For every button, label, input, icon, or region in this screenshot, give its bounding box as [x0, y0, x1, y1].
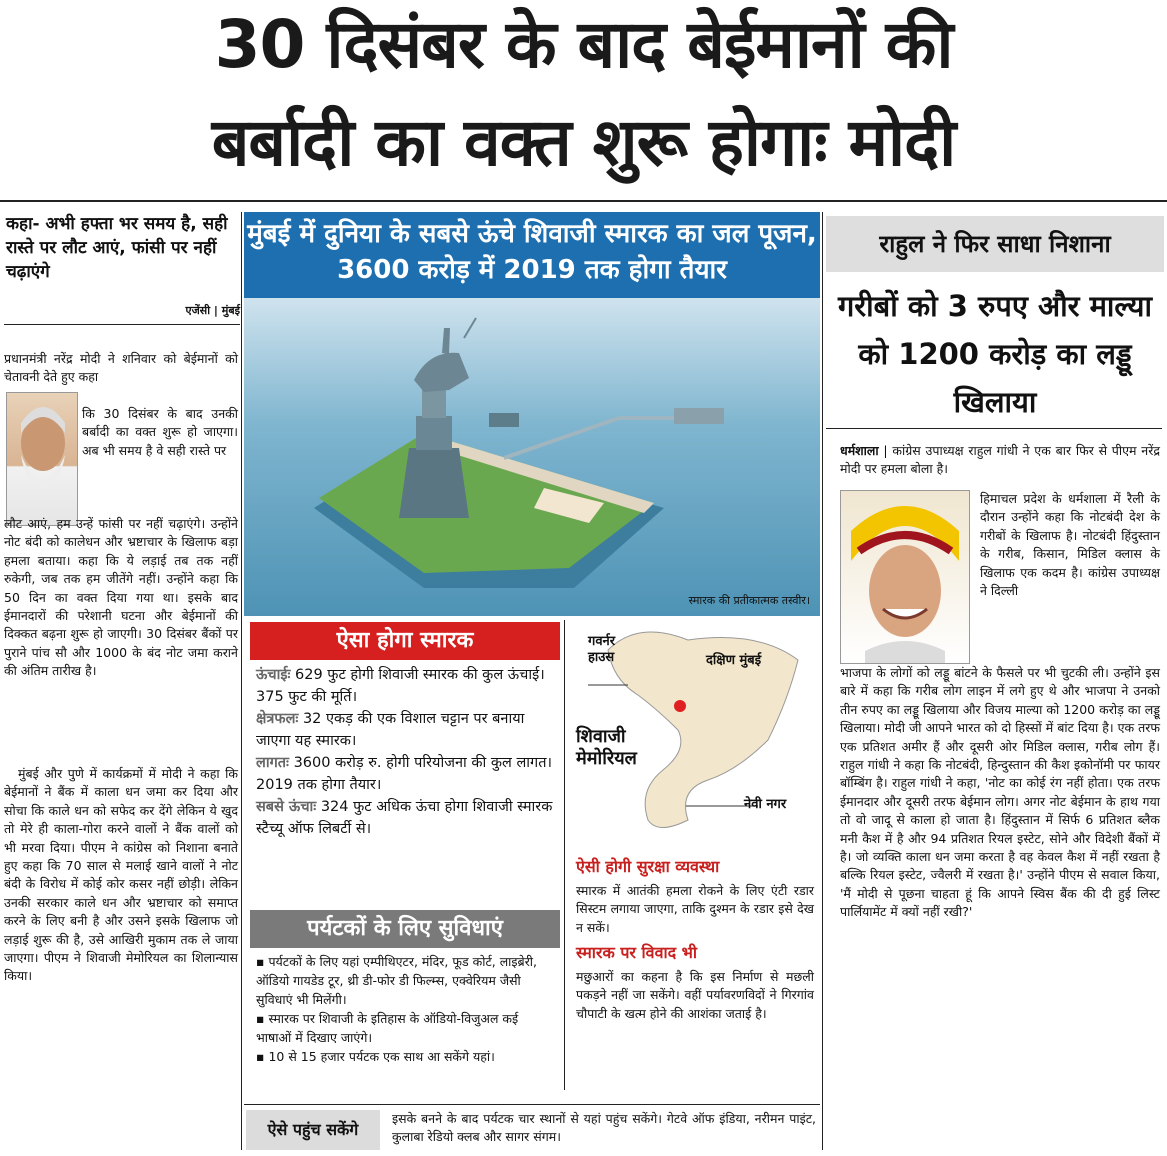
rahul-banner: राहुल ने फिर साधा निशाना	[826, 216, 1164, 272]
fact-label: क्षेत्रफलः	[256, 711, 299, 727]
memorial-illustration	[244, 298, 820, 616]
left-subhead: कहा- अभी हफ्ता भर समय है, सही रास्ते पर लौट आएं, फांसी पर नहीं चढ़ाएंगे	[6, 214, 228, 282]
fact-text: 324 फुट अधिक ऊंचा होगा शिवाजी स्मारक स्टैच्यू ऑफ लिबर्टी से।	[256, 799, 553, 837]
rahul-wrap: हिमाचल प्रदेश के धर्मशाला में रैली के दौरान उन्होंने कहा कि नोटबंदी देश के गरीबों के खिलाफ है। नोटबंदी हिंदुस्तान के गरीब, किसान, मिडिल क्लास के खिलाफ एक कदम है। कांग्रेस उपाध्यक्ष ने दिल्ली	[980, 491, 1160, 599]
fact-cost	[256, 752, 556, 796]
map-label-navy: नेवी नगर	[744, 797, 787, 812]
tourist-point-text: पर्यटकों के लिए यहां एम्पीथिएटर, मंदिर, फूड कोर्ट, लाइब्रेरी, ऑडियो गायडेड टूर, थ्री डी-फोर डी फिल्म्स, एक्वेरियम जैसी सुविधाएं भी मिलेंगी।	[256, 954, 538, 1007]
headline-line-2: बर्बादी का वक्त शुरू होगाः मोदी	[211, 104, 956, 181]
fact-text: 629 फुट होगी शिवाजी स्मारक की कुल ऊंचाई। 375 फुट की मूर्ति।	[256, 667, 545, 705]
tourist-point: ▪ 10 से 15 हजार पर्यटक एक साथ आ सकेंगे यहां।	[256, 1049, 495, 1064]
left-byline-rule	[4, 324, 240, 325]
rahul-headline: गरीबों को 3 रुपए और माल्या को 1200 करोड़ का लड्डू खिलाया	[837, 289, 1153, 419]
memorial-banner: मुंबई में दुनिया के सबसे ऊंचे शिवाजी स्मारक का जल पूजन, 3600 करोड़ में 2019 तक होगा तैयार	[244, 212, 820, 304]
security-text: स्मारक में आतंकी हमला रोकने के लिए एंटी रडार सिस्टम लगाया जाएगा, ताकि दुश्मन के रडार इसे देख न सकें।	[576, 883, 814, 935]
reach-rule	[244, 1104, 820, 1105]
left-column-rule	[241, 212, 242, 1150]
center-inner-rule	[564, 620, 565, 1090]
memorial-location-icon	[674, 700, 686, 712]
memorial-island-icon	[244, 298, 820, 616]
photo-caption: स्मारक की प्रतीकात्मक तस्वीर।	[688, 594, 810, 607]
left-para2: मुंबई और पुणे में कार्यक्रमों में मोदी ने कहा कि बेईमानों ने बैंक में काला धन जमा कर दिया और सोचा कि काले धन को सफेद कर देंगे लेकिन ये खुद तो मेरे ही काला-गोरा करने वालों ने बैंक वालों को भी मरवा दिया। पीएम ने कांग्रेस को निशाना बनाते हुए कहा कि 70 साल से मलाई खाने वालों ने नोट बंदी के विरोध में कोई कोर कसर नहीं छोड़ी। लेकिन उनकी सरकार काले धन और भ्रष्टाचार को समाप्त करने के लिए बनी है और उसने इसके खिलाफ जो लड़ाई शुरू की है, उसे आखिरी मुकाम तक ले जाया जाएगा। पीएम ने शिवाजी मेमोरियल का शिलान्यास किया।	[4, 766, 238, 984]
memorial-facts	[256, 664, 556, 840]
headline-line-1: 30 दिसंबर के बाद बेईमानों की	[214, 6, 953, 83]
headline-rule	[0, 200, 1167, 202]
tourist-heading: पर्यटकों के लिए सुविधाएं	[250, 910, 560, 948]
rahul-body: भाजपा के लोगों को लड्डू बांटने के फैसले पर भी चुटकी ली। उन्होंने इस बारे में कहा कि गरीब लोग लाइन में लगे हुए थे और भाजपा ने उनको तीन रुपए का लड्डू खिलाया और विजय माल्या को 1200 करोड़ का लड्डू खिलाया। मोदी जी आपने भारत को दो हिस्सों में बांट दिया है। एक तरफ एक प्रतिशत अमीर हैं और दूसरी ओर मिडिल क्लास, गरीब लोग हैं। राहुल गांधी ने कहा कि नोटबंदी, हिन्दुस्तान की कैश इकोनॉमी पर फायर बॉम्बिंग है। राहुल गांधी ने कहा, 'नोट का कोई रंग नहीं होता। एक तरफ ईमानदार और दूसरी तरफ बेईमान लोग। अगर नोट बेईमान के हाथ गया तो वो जादू से काला हो जाता है। हिंदुस्तान में सिर्फ 6 प्रतिशत ब्लैक मनी कैश में है और 94 प्रतिशत रियल इस्टेट, सोने और विदेशी बैंकों में है। जो व्यक्ति काला धन जमा करता है वह केवल कैश में नहीं रखता है बल्कि रियल इस्टेट, ज्वैलरी में रखता है।' उन्होंने पीएम से सवाल किया, 'मैं मोदी से पूछना चाहता हूं कि आपने स्विस बैंक की दी हुई लिस्ट पार्लियामेंट में क्यों नहीं रखी?'	[840, 665, 1160, 920]
security-heading: ऐसी होगी सुरक्षा व्यवस्था	[576, 857, 720, 876]
tourist-point: ▪ पर्यटकों के लिए यहां एम्पीथिएटर, मंदिर, फूड कोर्ट, लाइब्रेरी, ऑडियो गायडेड टूर, थ्री डी-फोर डी फिल्म्स, एक्वेरियम जैसी सुविधाएं भी मिलेंगी।	[256, 954, 538, 1007]
tourist-point-text: 10 से 15 हजार पर्यटक एक साथ आ सकेंगे यहां।	[268, 1049, 495, 1064]
tourist-point-text: स्मारक पर शिवाजी के इतिहास के ऑडियो-विजुअल कई भाषाओं में दिखाए जाएंगे।	[256, 1011, 519, 1045]
map-label-memorial: शिवाजी मेमोरियल	[576, 726, 637, 769]
left-para1-wrap: कि 30 दिसंबर के बाद उनकी बर्बादी का वक्त शुरू हो जाएगा। अब भी समय है वे सही रास्ते पर	[82, 406, 238, 458]
location-map	[568, 620, 816, 852]
modi-photo	[6, 392, 78, 526]
rahul-intro-text: कांग्रेस उपाध्यक्ष राहुल गांधी ने एक बार फिर से पीएम नरेंद्र मोदी पर हमला बोला है।	[840, 443, 1160, 477]
map-label-governor: गवर्नर हाउस	[588, 634, 616, 665]
left-byline: एजेंसी | मुंबई	[185, 304, 240, 317]
fact-tallest	[256, 796, 556, 840]
reach-label: ऐसे पहुंच सकेंगे	[246, 1110, 380, 1150]
reach-text: इसके बनने के बाद पर्यटक चार स्थानों से यहां पहुंच सकेंगे। गेटवे ऑफ इंडिया, नरीमन पाइंट, कुलाबा रेडियो क्लब और सागर संगम।	[392, 1111, 816, 1145]
dispute-text: मछुआरों का कहना है कि इस निर्माण से मछली पकड़ने नहीं जा सकेंगे। वहीं पर्यावरणविदों ने गिरगांव चौपाटी के खत्म होने की आशंका जताई है।	[576, 969, 814, 1021]
fact-text: 32 एकड़ की एक विशाल चट्टान पर बनाया जाएगा यह स्मारक।	[256, 711, 525, 749]
fact-label: लागतः	[256, 755, 289, 771]
right-column-rule	[822, 212, 823, 1150]
fact-text: 3600 करोड़ रु. होगी परियोजना की कुल लागत। 2019 तक होगा तैयार।	[256, 755, 552, 793]
dispute-heading: स्मारक पर विवाद भी	[576, 943, 698, 962]
map-label-south-mumbai: दक्षिण मुंबई	[706, 653, 762, 668]
tourist-point: ▪ स्मारक पर शिवाजी के इतिहास के ऑडियो-विजुअल कई भाषाओं में दिखाए जाएंगे।	[256, 1011, 519, 1045]
portrait-icon	[841, 491, 969, 663]
left-para1-rest: लौट आएं, हम उन्हें फांसी पर नहीं चढ़ाएंगे। उन्होंने नोट बंदी को कालेधन और भ्रष्टाचार के खिलाफ बड़ा हमला बताया। कहा कि ये लड़ाई तब तक नहीं रुकेगी, जब तक हम जीतेंगे नहीं। उन्होंने कहा कि 50 दिन का वक्त दिया गया था। इसके बाद ईमानदारों की परेशानी घटना और बेईमानों की दिक्कत बढ़ना शुरू हो जाएगी। 30 दिसंबर बैंकों पर पुराने पांच सौ और 1000 के बंद नोट जमा कराने की अंतिम तारीख है।	[4, 516, 238, 679]
tourist-points	[256, 952, 556, 1066]
left-para1-top: प्रधानमंत्री नरेंद्र मोदी ने शनिवार को बेईमानों को चेतावनी देते हुए कहा	[4, 351, 238, 385]
fact-label: ऊंचाईः	[256, 667, 291, 683]
rahul-headline-rule	[826, 428, 1162, 429]
fact-label: सबसे ऊंचाः	[256, 799, 317, 815]
rahul-intro: धर्मशाला | कांग्रेस उपाध्यक्ष राहुल गांधी ने एक बार फिर से पीएम नरेंद्र मोदी पर हमला बोला है।	[840, 443, 1160, 477]
rahul-photo	[840, 490, 970, 664]
memorial-heading: ऐसा होगा स्मारक	[250, 622, 560, 660]
fact-height	[256, 664, 556, 708]
fact-area	[256, 708, 556, 752]
rahul-dateline: धर्मशाला	[840, 443, 879, 458]
portrait-icon	[7, 393, 77, 525]
